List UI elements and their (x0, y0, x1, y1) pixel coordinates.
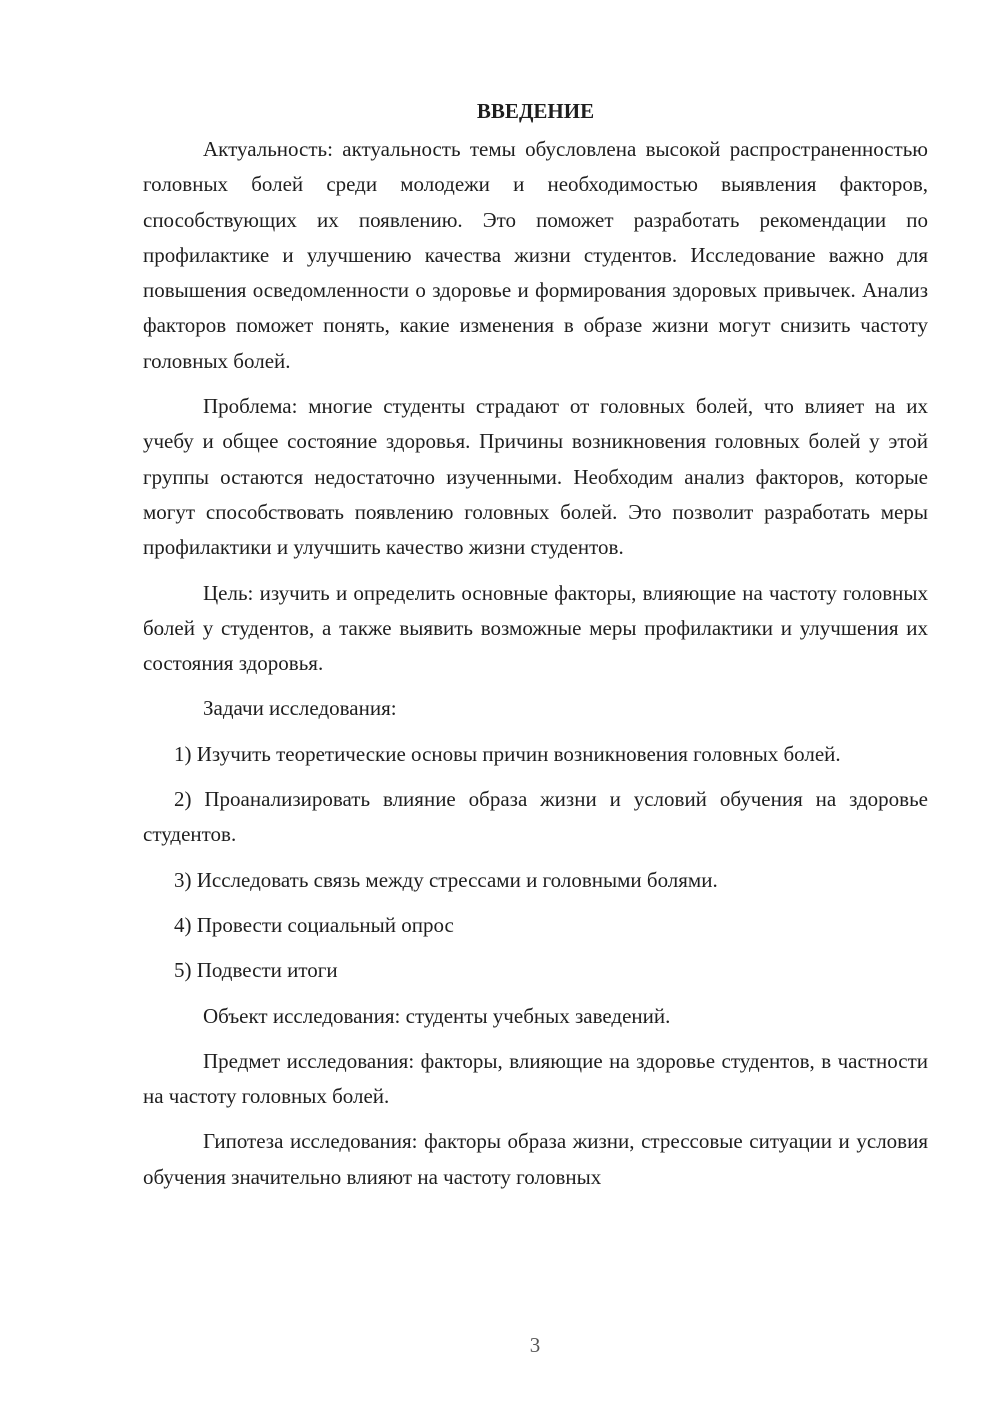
paragraph-tasks-heading: Задачи исследования: (203, 696, 397, 721)
task-item-1: 1) Изучить теоретические основы причин возникновения головных болей. (174, 741, 841, 766)
page-number: 3 (529, 1333, 541, 1357)
paragraph-relevance: Актуальность: актуальность темы обусловлена высокой распространенностью головных болей среди молодежи и необходимостью выявления факторов, способствующих их появлению. Это поможет разработать рекомендации по профилактике и улучшению качества жизни студентов. Исследование важно для повышения осведомленности о здоровье и формирования здоровых привычек. Анализ факторов поможет понять, какие изменения в образе жизни могут снизить частоту головных болей. (143, 137, 928, 373)
task-item-4: 4) Провести социальный опрос (174, 912, 454, 937)
task-item-2: 2) Проанализировать влияние образа жизни и условий обучения на здоровье студентов. (143, 787, 928, 847)
document-page (143, 96, 928, 1205)
paragraph-problem: Проблема: многие студенты страдают от головных болей, что влияет на их учебу и общее состояние здоровья. Причины возникновения головных болей у этой группы остаются недостаточно изученными. Необходим анализ факторов, которые могут способствовать появлению головных болей. Это позволит разработать меры профилактики и улучшить качество жизни студентов. (143, 394, 928, 560)
task-item-3: 3) Исследовать связь между стрессами и головными болями. (174, 867, 718, 892)
paragraph-object: Объект исследования: студенты учебных заведений. (203, 1003, 671, 1028)
section-title: ВВЕДЕНИЕ (476, 99, 595, 123)
paragraph-subject: Предмет исследования: факторы, влияющие на здоровье студентов, в частности на частоту головных болей. (143, 1048, 928, 1109)
paragraph-goal: Цель: изучить и определить основные факторы, влияющие на частоту головных болей у студентов, а также выявить возможные меры профилактики и улучшения их состояния здоровья. (143, 580, 928, 676)
paragraph-hypothesis: Гипотеза исследования: факторы образа жизни, стрессовые ситуации и условия обучения значительно влияют на частоту головных (143, 1129, 928, 1189)
task-item-5: 5) Подвести итоги (174, 958, 338, 983)
